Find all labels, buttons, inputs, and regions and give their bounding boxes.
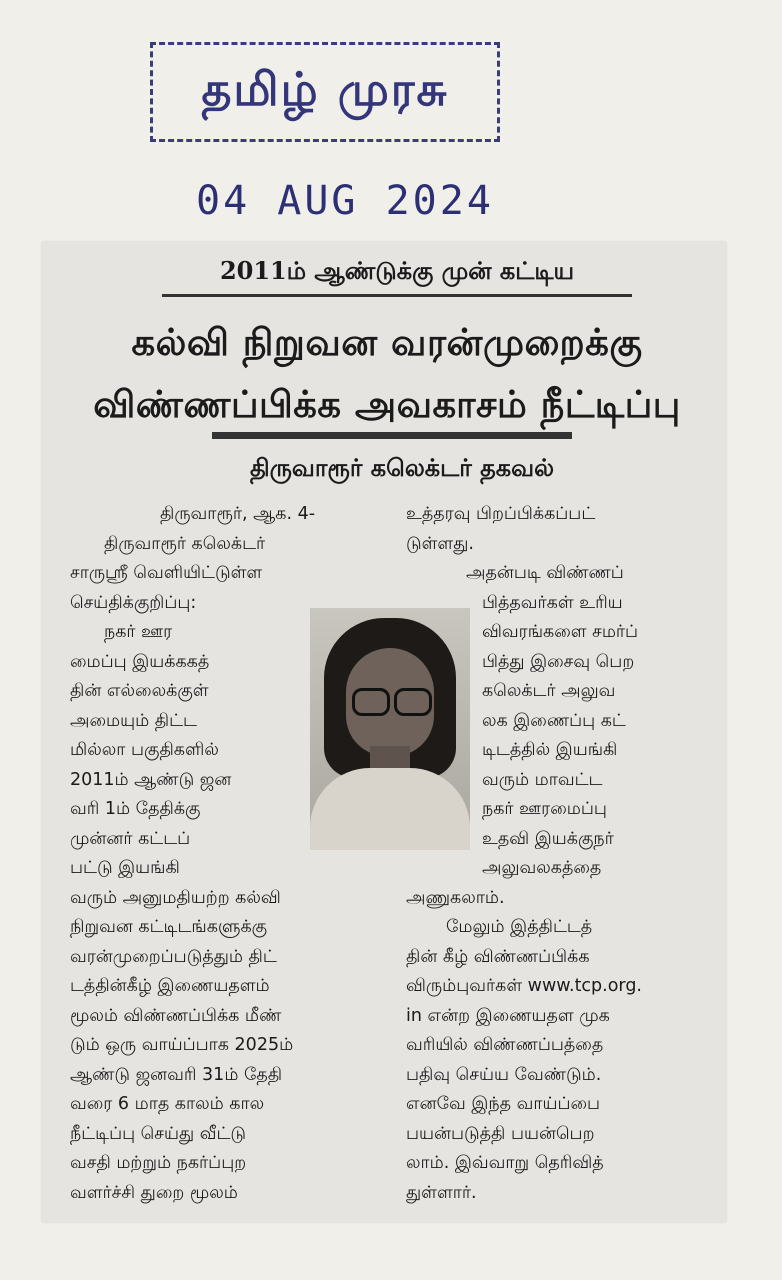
text-line: சாருஸ்ரீ வெளியிட்டுள்ள bbox=[70, 563, 263, 583]
text-line: பித்து இசைவு பெற bbox=[482, 651, 635, 672]
text-line: ஆண்டு ஜனவரி 31ம் தேதி bbox=[70, 1064, 283, 1085]
text-line: டிடத்தில் இயங்கி bbox=[482, 740, 618, 760]
text-line: நகர் ஊர bbox=[104, 622, 173, 642]
text-line: திருவாரூர் கலெக்டர் bbox=[104, 533, 266, 554]
text-line: அலுவலகத்தை bbox=[482, 858, 602, 878]
newspaper-name-stamp bbox=[150, 42, 500, 142]
headline-line-2: விண்ணப்பிக்க அவகாசம் நீட்டிப்பு bbox=[93, 383, 681, 426]
text-line: டத்தின்கீழ் இணையதளம் bbox=[70, 976, 270, 996]
text-line: டும் ஒரு வாய்ப்பாக 2025ம் bbox=[70, 1035, 294, 1055]
article-subhead: திருவாரூர் கலெக்டர் தகவல் bbox=[250, 454, 554, 482]
text-line: விவரங்களை சமர்ப் bbox=[482, 622, 639, 642]
article-headline bbox=[62, 312, 712, 436]
text-line: வசதி மற்றும் நகர்ப்புற bbox=[70, 1153, 247, 1173]
text-line: வளர்ச்சி துறை மூலம் bbox=[70, 1182, 238, 1203]
headline-divider bbox=[212, 432, 572, 439]
text-line: வரை 6 மாத காலம் கால bbox=[70, 1094, 265, 1114]
newspaper-name: தமிழ் முரசு bbox=[201, 61, 449, 116]
text-line: அமையும் திட்ட bbox=[70, 710, 197, 731]
text-line: வரும் அனுமதியற்ற கல்வி bbox=[70, 887, 281, 908]
text-line: பட்டு இயங்கி bbox=[70, 858, 180, 878]
text-line: தின் எல்லைக்குள் bbox=[70, 681, 209, 701]
text-line: மூலம் விண்ணப்பிக்க மீண் bbox=[70, 1005, 282, 1026]
right-column bbox=[406, 500, 726, 1208]
left-column bbox=[70, 500, 420, 1208]
text-line: வரியில் விண்ணப்பத்தை bbox=[406, 1035, 604, 1055]
text-line: திருவாரூர், ஆக. 4- bbox=[160, 504, 316, 524]
text-line: வரும் மாவட்ட bbox=[482, 769, 603, 790]
text-line: பித்தவர்கள் உரிய bbox=[482, 592, 623, 613]
text-line: மேலும் இத்திட்டத் bbox=[446, 917, 593, 937]
text-line: தின் கீழ் விண்ணப்பிக்க bbox=[406, 946, 590, 967]
text-line: எனவே இந்த வாய்ப்பை bbox=[406, 1094, 601, 1114]
text-line: பயன்படுத்தி பயன்பெற bbox=[406, 1123, 595, 1144]
text-line: நீட்டிப்பு செய்து வீட்டு bbox=[70, 1123, 247, 1144]
article-kicker: 2011ம் ஆண்டுக்கு முன் கட்டிய bbox=[162, 256, 632, 297]
text-line: கலெக்டர் அலுவ bbox=[482, 681, 616, 701]
text-line: துள்ளார். bbox=[406, 1182, 477, 1203]
stamp-date: 04 AUG 2024 bbox=[196, 178, 494, 224]
text-line: நகர் ஊரமைப்பு bbox=[482, 799, 607, 819]
text-line: அணுகலாம். bbox=[406, 887, 505, 908]
headline-line-1: கல்வி நிறுவன வரன்முறைக்கு bbox=[131, 321, 643, 364]
text-line: மைப்பு இயக்ககத் bbox=[70, 651, 210, 672]
text-line: மில்லா பகுதிகளில் bbox=[70, 740, 219, 760]
news-clipping bbox=[42, 242, 726, 1222]
text-line: உத்தரவு பிறப்பிக்கப்பட் bbox=[406, 504, 596, 524]
text-line: in என்ற இணையதள முக bbox=[406, 1005, 610, 1026]
text-line: செய்திக்குறிப்பு: bbox=[70, 592, 197, 613]
text-line: பதிவு செய்ய வேண்டும். bbox=[406, 1064, 602, 1085]
text-line: அதன்படி விண்ணப் bbox=[466, 563, 624, 583]
text-line: டுள்ளது. bbox=[406, 533, 474, 554]
text-line: நிறுவன கட்டிடங்களுக்கு bbox=[70, 917, 268, 937]
text-line: லாம். இவ்வாறு தெரிவித் bbox=[406, 1153, 604, 1173]
text-line: உதவி இயக்குநர் bbox=[482, 828, 614, 849]
text-line: வரன்முறைப்படுத்தும் திட் bbox=[70, 946, 277, 967]
text-line: லக இணைப்பு கட் bbox=[482, 710, 626, 731]
text-line: முன்னர் கட்டப் bbox=[70, 828, 191, 849]
text-line: வரி 1ம் தேதிக்கு bbox=[70, 799, 201, 819]
text-line: விரும்புவர்கள் www.tcp.org. bbox=[406, 976, 642, 996]
text-line: 2011ம் ஆண்டு ஜன bbox=[70, 769, 232, 790]
